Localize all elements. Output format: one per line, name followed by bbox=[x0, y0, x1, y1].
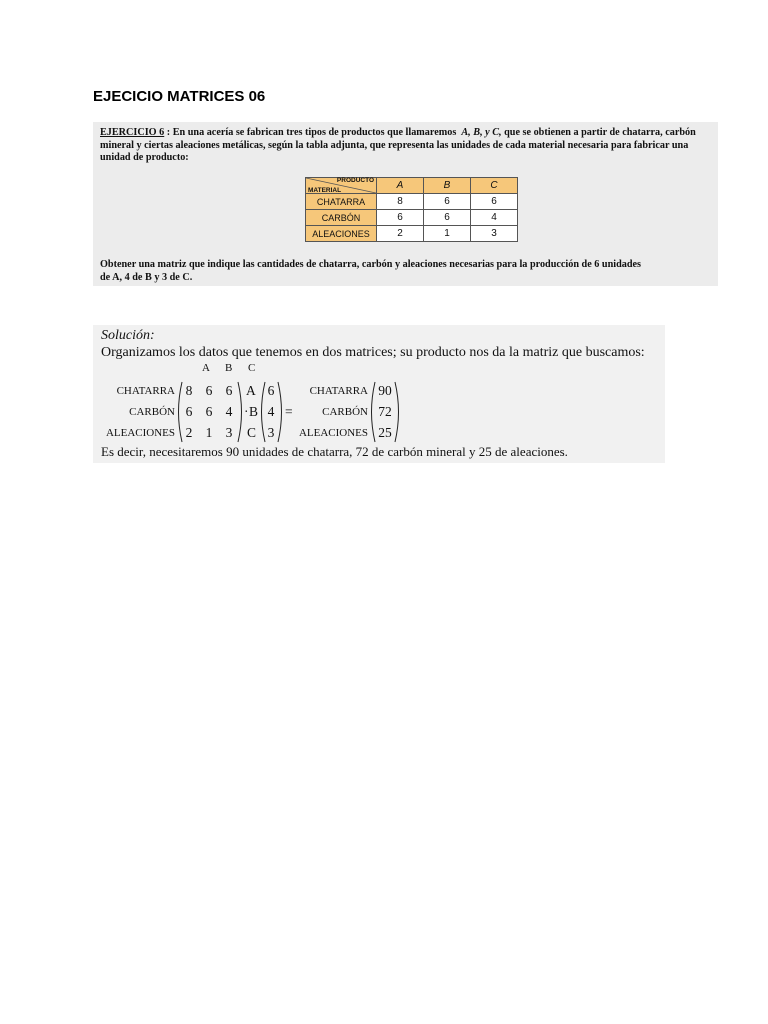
table-corner-cell bbox=[306, 178, 377, 194]
matrix-cell: 1 bbox=[205, 425, 213, 440]
matrix-row-label: CHATARRA bbox=[116, 385, 175, 397]
exercise-statement bbox=[100, 127, 714, 165]
table-col-header: C bbox=[471, 178, 518, 194]
table-cell: 4 bbox=[471, 210, 518, 226]
vector-label: A bbox=[246, 383, 256, 398]
solution-conclusion: Es decir, necesitaremos 90 unidades de chatarra, 72 de carbón mineral y 25 de aleaciones. bbox=[101, 444, 568, 459]
matrix-col-header: C bbox=[248, 362, 256, 374]
product-material-table bbox=[305, 177, 518, 242]
matrix-cell: 8 bbox=[185, 383, 193, 398]
multiply-dot: · bbox=[244, 404, 249, 419]
equals-sign: = bbox=[285, 404, 293, 419]
exercise-task bbox=[100, 259, 714, 284]
matrix-row-label: CARBÓN bbox=[129, 406, 175, 418]
exercise-statement-tail: que se obtienen a partir de chatarra, carbón mineral y ciertas aleaciones metálicas, según la tabla adjunta, que representa las unidades de cada material necesaria para fabricar una unidad de producto: bbox=[100, 127, 696, 163]
result-row-label: CHATARRA bbox=[309, 385, 368, 397]
table-cell: 2 bbox=[377, 226, 424, 242]
exercise-label: EJERCICIO 6 bbox=[100, 127, 165, 138]
table-row bbox=[306, 226, 518, 242]
table-cell: 6 bbox=[471, 194, 518, 210]
matrix-cell: 6 bbox=[205, 404, 213, 419]
right-paren-result bbox=[393, 381, 403, 443]
table-col-header: A bbox=[377, 178, 424, 194]
table-row-label: CARBÓN bbox=[306, 210, 377, 226]
table-row bbox=[306, 194, 518, 210]
matrix-row-label: ALEACIONES bbox=[105, 427, 175, 439]
result-cell: 90 bbox=[378, 383, 392, 398]
matrix-cell: 6 bbox=[225, 383, 233, 398]
corner-producto-label: PRODUCTO bbox=[336, 177, 374, 184]
table-cell: 6 bbox=[424, 194, 471, 210]
page-title: EJECICIO MATRICES 06 bbox=[93, 88, 266, 105]
table-cell: 3 bbox=[471, 226, 518, 242]
matrix-col-header: A bbox=[202, 362, 210, 374]
exercise-products: A, B, y C, bbox=[461, 127, 502, 138]
matrix-cell: 4 bbox=[225, 404, 233, 419]
table-row-label: ALEACIONES bbox=[306, 226, 377, 242]
vector-cell: 6 bbox=[267, 383, 275, 398]
result-row-label: CARBÓN bbox=[322, 406, 368, 418]
exercise-task-line1: Obtener una matriz que indique las cantidades de chatarra, carbón y aleaciones necesarias para la producción de 6 unidades bbox=[100, 259, 641, 270]
matrix-cell: 2 bbox=[185, 425, 193, 440]
corner-material-label: MATERIAL bbox=[308, 187, 342, 194]
table-cell: 6 bbox=[424, 210, 471, 226]
matrix-cell: 6 bbox=[205, 383, 213, 398]
table-cell: 8 bbox=[377, 194, 424, 210]
matrix-cell: 3 bbox=[225, 425, 233, 440]
vector-cell: 3 bbox=[267, 425, 275, 440]
table-row-label: CHATARRA bbox=[306, 194, 377, 210]
vector-label: C bbox=[247, 425, 257, 440]
table-cell: 6 bbox=[377, 210, 424, 226]
matrix-col-header: B bbox=[225, 362, 233, 374]
solution-block bbox=[93, 325, 665, 463]
result-cell: 25 bbox=[378, 425, 392, 440]
exercise-statement-text: : En una acería se fabrican tres tipos de productos que llamaremos bbox=[164, 127, 457, 138]
exercise-block bbox=[93, 122, 718, 286]
exercise-task-line2: de A, 4 de B y 3 de C. bbox=[100, 271, 193, 283]
matrix-cell: 6 bbox=[185, 404, 193, 419]
table-row bbox=[306, 210, 518, 226]
solution-intro: Organizamos los datos que tenemos en dos matrices; su producto nos da la matriz que buscamos: bbox=[101, 345, 645, 360]
result-cell: 72 bbox=[378, 404, 392, 419]
vector-cell: 4 bbox=[267, 404, 275, 419]
solution-title: Solución: bbox=[101, 328, 155, 343]
table-col-header: B bbox=[424, 178, 471, 194]
table-cell: 1 bbox=[424, 226, 471, 242]
vector-label: B bbox=[249, 404, 259, 419]
result-row-label: ALEACIONES bbox=[298, 427, 368, 439]
